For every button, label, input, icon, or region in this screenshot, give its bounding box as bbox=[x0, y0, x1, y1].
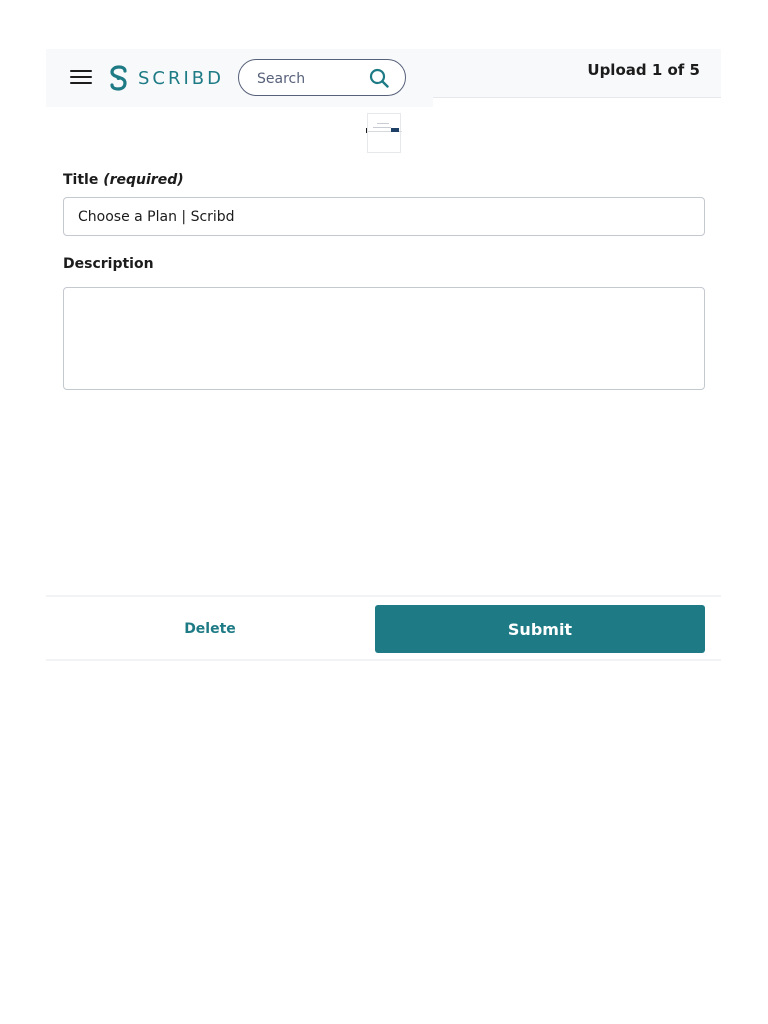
title-input[interactable] bbox=[63, 197, 705, 236]
submit-button[interactable]: Submit bbox=[375, 605, 705, 653]
search-box[interactable] bbox=[238, 59, 406, 96]
upload-progress-text: Upload 1 of 5 bbox=[587, 61, 700, 79]
top-navigation bbox=[46, 49, 433, 107]
scribd-logo[interactable] bbox=[108, 65, 224, 91]
search-input[interactable] bbox=[255, 68, 364, 90]
logo-wordmark: SCRIBD bbox=[138, 67, 225, 89]
description-label: Description bbox=[63, 256, 154, 272]
hamburger-menu-icon[interactable] bbox=[70, 70, 92, 86]
document-thumbnail bbox=[367, 113, 401, 153]
action-bar bbox=[46, 595, 721, 661]
description-textarea[interactable] bbox=[63, 287, 705, 390]
scribd-logo-icon bbox=[108, 65, 130, 91]
title-label bbox=[63, 172, 184, 188]
required-indicator: (required) bbox=[103, 172, 184, 188]
title-label-text: Title bbox=[63, 172, 99, 188]
delete-button[interactable]: Delete bbox=[171, 617, 249, 641]
search-icon[interactable] bbox=[369, 68, 389, 88]
